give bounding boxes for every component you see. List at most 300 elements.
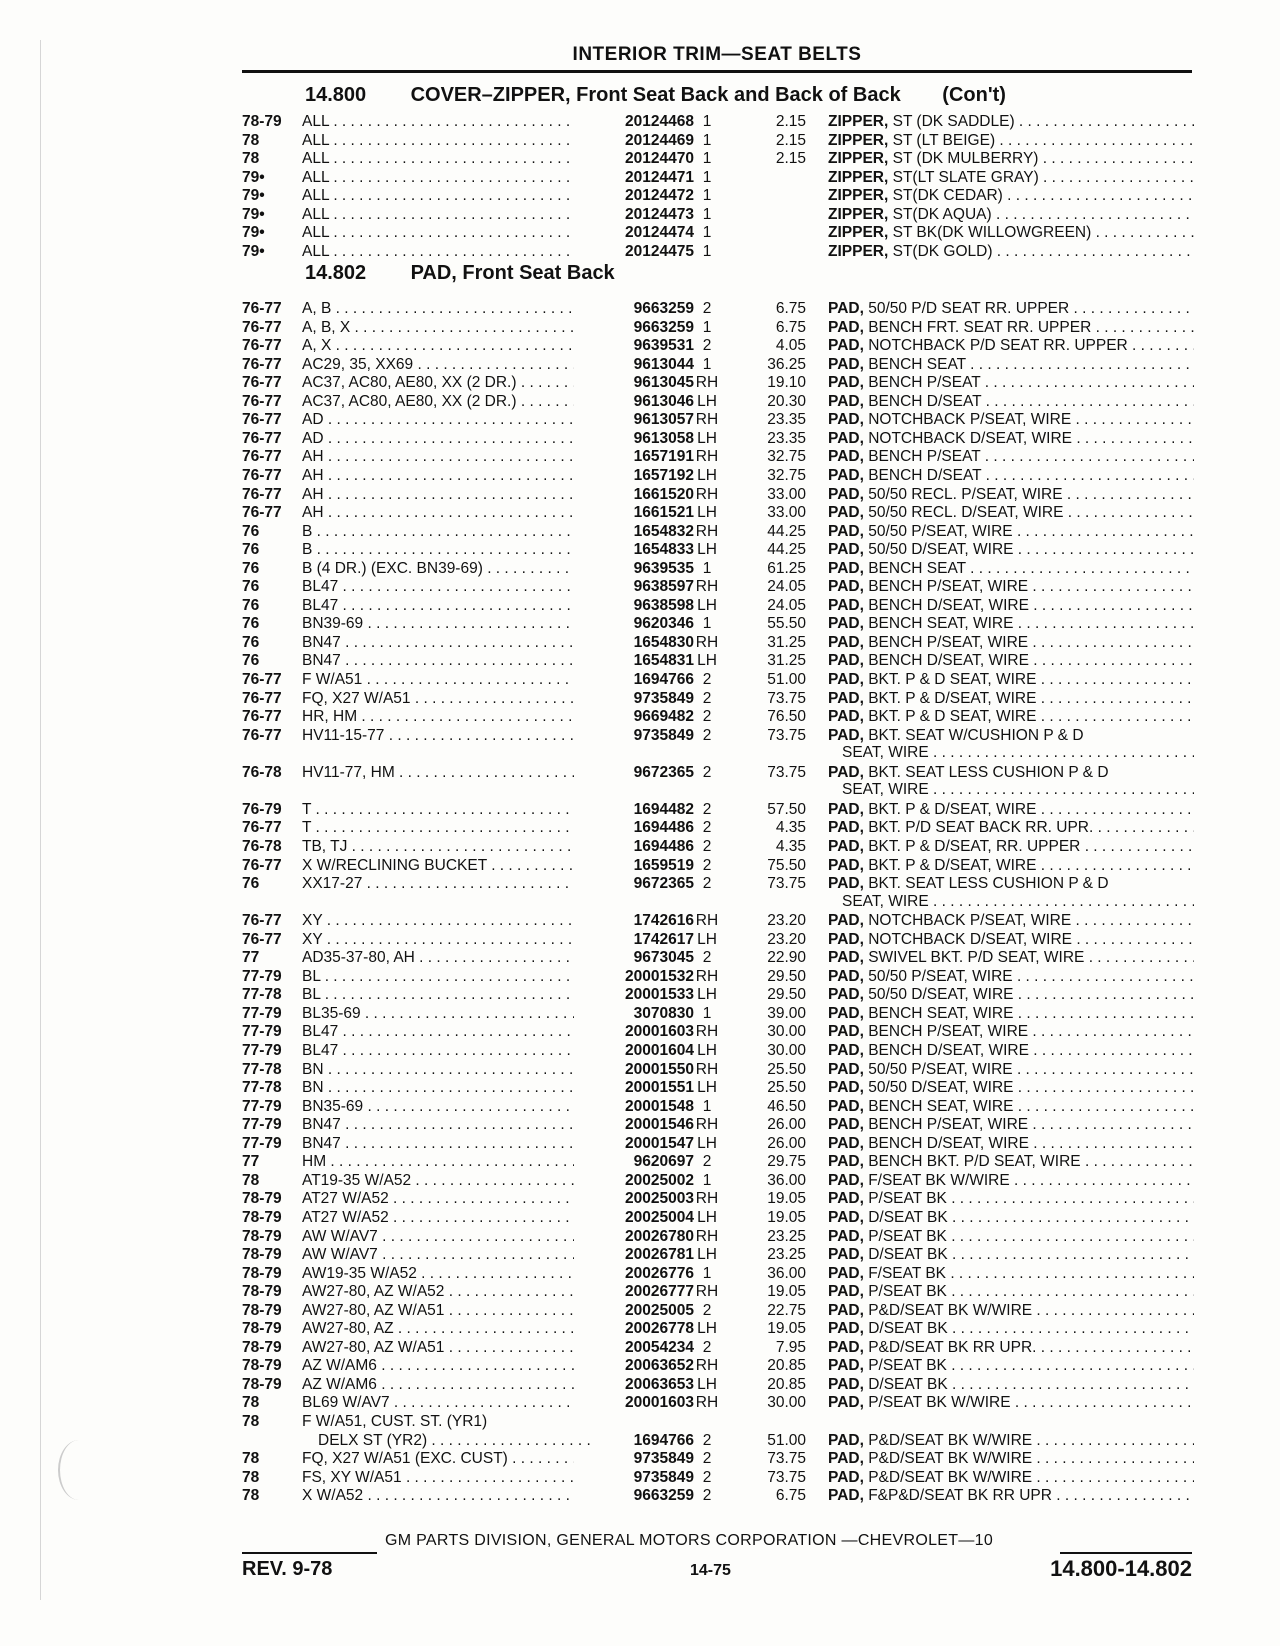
quantity: LH <box>697 1208 717 1226</box>
quantity: 1 <box>702 1004 712 1022</box>
model-year: 78-79 <box>242 1190 282 1208</box>
part-number: 9613057 <box>633 411 694 429</box>
quantity: 2 <box>702 856 712 874</box>
model-year: 77-78 <box>242 1060 282 1078</box>
table-row <box>0 838 1280 857</box>
quantity: LH <box>697 429 717 447</box>
quantity: LH <box>697 541 717 559</box>
price: 2.15 <box>775 131 806 149</box>
description <box>828 541 1194 560</box>
model-year: 76 <box>242 522 260 540</box>
quantity: 2 <box>702 337 712 355</box>
quantity: RH <box>695 1227 719 1245</box>
description <box>828 708 1194 727</box>
description <box>828 1209 1194 1228</box>
quantity: 1 <box>702 1171 712 1189</box>
description-keyword: PAD, <box>828 1227 864 1245</box>
application: AD . . . <box>302 411 574 430</box>
quantity: RH <box>695 411 719 429</box>
quantity: 1 <box>702 1097 712 1115</box>
description <box>828 486 1194 505</box>
quantity: 2 <box>702 1301 712 1319</box>
price: 4.35 <box>775 819 806 837</box>
quantity: LH <box>697 1246 717 1264</box>
description-keyword: PAD, <box>828 875 864 893</box>
price: 30.00 <box>767 1042 806 1059</box>
application: B . . . <box>302 541 574 560</box>
application: XX17-27 . . . <box>302 875 574 894</box>
table-row <box>0 1283 1280 1302</box>
description-keyword: PAD, <box>828 1320 864 1338</box>
table-row <box>0 727 1280 746</box>
description-text: P&D/SEAT BK W/WIRE <box>863 1468 1033 1486</box>
description-text: P&D/SEAT BK RR UPR. <box>863 1338 1037 1356</box>
quantity: 1 <box>702 318 712 336</box>
description-continuation: SEAT, WIRE . . . <box>842 781 1194 799</box>
quantity: 2 <box>702 949 712 967</box>
quantity: LH <box>697 930 717 948</box>
model-year: 76-77 <box>242 671 282 688</box>
part-number: 20025005 <box>625 1301 694 1319</box>
table-row <box>0 949 1280 968</box>
part-number: 20026778 <box>625 1320 694 1338</box>
part-number: 9638597 <box>633 578 694 596</box>
application: F W/A51 . . . <box>302 671 574 690</box>
application: X W/RECLINING BUCKET . . . <box>302 857 574 876</box>
price: 39.00 <box>767 1004 806 1022</box>
description <box>828 224 1194 243</box>
quantity: 2 <box>702 763 712 781</box>
application: BN . . . <box>302 1061 574 1080</box>
price: 23.20 <box>767 930 806 948</box>
part-number: 1661520 <box>633 485 694 503</box>
table-row <box>0 671 1280 690</box>
description-text: 50/50 P/D SEAT RR. UPPER <box>863 300 1070 317</box>
description-keyword: PAD, <box>828 856 864 874</box>
description-text: BENCH SEAT <box>863 559 966 577</box>
part-number: 9613045 <box>633 374 694 392</box>
description <box>828 1005 1194 1024</box>
application: BL69 W/AV7 . . . <box>302 1394 574 1413</box>
quantity: LH <box>697 504 717 522</box>
description <box>828 1265 1194 1284</box>
model-year: 76 <box>242 559 260 577</box>
description-keyword: ZIPPER, <box>828 224 889 241</box>
table-row <box>0 986 1280 1005</box>
model-year: 76-79 <box>242 800 282 818</box>
price: 20.30 <box>767 392 806 410</box>
price: 29.50 <box>767 986 806 1004</box>
table-row <box>0 337 1280 356</box>
model-year: 76 <box>242 596 260 614</box>
price: 7.95 <box>775 1338 806 1356</box>
model-year: 76-77 <box>242 819 282 837</box>
price: 29.50 <box>767 967 806 985</box>
description <box>828 504 1194 523</box>
application: BL47 . . . <box>302 1023 574 1042</box>
part-number: 1661521 <box>633 504 694 522</box>
model-year: 76-77 <box>242 856 282 874</box>
description-keyword: PAD, <box>828 949 864 967</box>
quantity: 1 <box>702 355 712 373</box>
description <box>828 857 1194 876</box>
price: 31.25 <box>767 633 806 651</box>
price: 24.05 <box>767 596 806 614</box>
part-number: 20124470 <box>625 150 694 167</box>
application: BL35-69 . . . <box>302 1005 574 1024</box>
description-keyword: PAD, <box>828 652 864 670</box>
description <box>828 1357 1194 1376</box>
part-number: 9672365 <box>633 763 694 781</box>
part-number: 1694766 <box>633 1431 694 1449</box>
table-row <box>0 1487 1280 1506</box>
description <box>828 764 1194 783</box>
part-number: 9638598 <box>633 596 694 614</box>
model-year: 78 <box>242 131 260 149</box>
table-row <box>0 1042 1280 1061</box>
quantity: 2 <box>702 726 712 744</box>
description <box>828 1135 1194 1154</box>
application: A, B, X . . . <box>302 319 574 338</box>
model-year: 76-77 <box>242 337 282 355</box>
description-keyword: PAD, <box>828 1079 864 1097</box>
table-row <box>0 1302 1280 1321</box>
part-number: 1742617 <box>633 930 694 948</box>
description-text: BENCH P/SEAT, WIRE <box>863 578 1029 596</box>
price: 2.15 <box>775 113 806 130</box>
table-row <box>0 113 1280 132</box>
application: A, B . . . <box>302 300 574 319</box>
description-keyword: PAD, <box>828 541 864 559</box>
description-text: D/SEAT BK <box>863 1246 948 1264</box>
quantity: 1 <box>702 559 712 577</box>
description <box>828 690 1194 709</box>
table-row <box>0 1116 1280 1135</box>
description-keyword: PAD, <box>828 559 864 577</box>
table-row <box>0 1432 1280 1451</box>
description-text: D/SEAT BK <box>863 1320 948 1338</box>
application: AW W/AV7 . . . <box>302 1246 574 1265</box>
description <box>828 523 1194 542</box>
part-number: 20001548 <box>625 1097 694 1115</box>
quantity: 2 <box>702 1153 712 1171</box>
part-number: 20124474 <box>625 224 694 241</box>
price: 19.10 <box>767 374 806 392</box>
price: 73.75 <box>767 763 806 781</box>
description <box>828 986 1194 1005</box>
part-number: 20124475 <box>625 242 694 260</box>
part-number: 9620346 <box>633 615 694 633</box>
part-number: 9620697 <box>633 1153 694 1171</box>
application: ALL . . . <box>302 132 574 151</box>
description-text: P/SEAT BK <box>863 1283 947 1301</box>
quantity: LH <box>697 986 717 1004</box>
model-year: 76-77 <box>242 930 282 948</box>
part-number: 9669482 <box>633 708 694 726</box>
description-keyword: PAD, <box>828 392 864 410</box>
table-row <box>0 857 1280 876</box>
part-number: 9663259 <box>633 318 694 336</box>
table-row <box>0 652 1280 671</box>
model-year: 77-79 <box>242 1134 282 1152</box>
description-text: BKT. P & D SEAT, WIRE <box>863 708 1037 726</box>
quantity: LH <box>697 1079 717 1097</box>
application: BL . . . <box>302 968 574 987</box>
description-keyword: PAD, <box>828 1060 864 1078</box>
model-year: 77-79 <box>242 1116 282 1134</box>
footer-rule-right <box>1060 1552 1192 1554</box>
table-row <box>0 634 1280 653</box>
table-row <box>0 708 1280 727</box>
description-text: BENCH P/SEAT <box>863 374 981 392</box>
quantity: 1 <box>702 242 712 260</box>
description <box>828 150 1194 169</box>
description <box>828 393 1194 412</box>
quantity: RH <box>695 1283 719 1301</box>
model-year: 76-77 <box>242 411 282 429</box>
quantity: 1 <box>702 615 712 633</box>
price: 57.50 <box>767 800 806 818</box>
description-keyword: PAD, <box>828 837 864 855</box>
description-keyword: ZIPPER, <box>828 131 889 149</box>
price: 19.05 <box>767 1190 806 1208</box>
quantity: RH <box>695 1357 719 1375</box>
part-number: 1654833 <box>633 541 694 559</box>
part-number: 9613058 <box>633 429 694 447</box>
application: B (4 DR.) (EXC. BN39-69) . . . <box>302 560 574 579</box>
table-row <box>0 819 1280 838</box>
application: BL . . . <box>302 986 574 1005</box>
quantity: RH <box>695 485 719 503</box>
table-row <box>0 615 1280 634</box>
description-keyword: PAD, <box>828 1023 864 1041</box>
application: X W/A52 . . . <box>302 1487 574 1506</box>
description-keyword: PAD, <box>828 1468 864 1486</box>
price: 23.20 <box>767 912 806 930</box>
application: AC37, AC80, AE80, XX (2 DR.) . . . <box>302 374 574 393</box>
description <box>828 337 1194 356</box>
price: 19.05 <box>767 1208 806 1226</box>
description <box>828 912 1194 931</box>
table-row <box>0 356 1280 375</box>
price: 33.00 <box>767 485 806 503</box>
model-year: 78 <box>242 1171 260 1189</box>
model-year: 78-79 <box>242 1246 282 1264</box>
price: 24.05 <box>767 578 806 596</box>
part-number: 20124468 <box>625 113 694 130</box>
description-keyword: PAD, <box>828 1134 864 1152</box>
description-keyword: PAD, <box>828 1375 864 1393</box>
table-row <box>0 187 1280 206</box>
quantity: 1 <box>702 150 712 167</box>
quantity: 2 <box>702 819 712 837</box>
table-row <box>0 169 1280 188</box>
price: 4.35 <box>775 837 806 855</box>
model-year: 76-77 <box>242 448 282 466</box>
price: 19.05 <box>767 1283 806 1301</box>
part-number: 20001550 <box>625 1060 694 1078</box>
description-text: ST(DK GOLD) <box>888 242 993 260</box>
part-number: 20124473 <box>625 205 694 223</box>
model-year: 78-79 <box>242 1301 282 1319</box>
part-number: 20026781 <box>625 1246 694 1264</box>
description-continuation: SEAT, WIRE . . . <box>842 744 1194 762</box>
description <box>828 1394 1194 1413</box>
description <box>828 1042 1194 1061</box>
description-keyword: ZIPPER, <box>828 168 889 186</box>
description-text: 50/50 D/SEAT, WIRE <box>863 1079 1014 1097</box>
page-number: 14-75 <box>690 1562 731 1579</box>
quantity: LH <box>697 652 717 670</box>
application: AD . . . <box>302 430 574 449</box>
section-number: 14.802 <box>305 262 367 284</box>
model-year: 76-77 <box>242 300 282 317</box>
model-year: 78-79 <box>242 1320 282 1338</box>
description-keyword: PAD, <box>828 726 864 744</box>
part-number: 9663259 <box>633 300 694 317</box>
model-year: 78 <box>242 1413 260 1430</box>
application: ALL . . . <box>302 169 574 188</box>
model-year: 79• <box>242 224 265 241</box>
part-number: 9735849 <box>633 726 694 744</box>
part-number: 1657191 <box>633 448 694 466</box>
table-row <box>0 968 1280 987</box>
table-row <box>0 1153 1280 1172</box>
table-row <box>0 1413 1280 1432</box>
quantity: LH <box>697 1134 717 1152</box>
application: XY . . . <box>302 931 574 950</box>
description <box>828 838 1194 857</box>
header-rule <box>242 70 1192 73</box>
description-text: BENCH P/SEAT, WIRE <box>863 1116 1029 1134</box>
part-number: 1657192 <box>633 466 694 484</box>
description-keyword: PAD, <box>828 1246 864 1264</box>
price: 30.00 <box>767 1023 806 1041</box>
part-number: 9735849 <box>633 689 694 707</box>
part-number: 1654830 <box>633 633 694 651</box>
description <box>828 467 1194 486</box>
description-text: NOTCHBACK D/SEAT, WIRE <box>863 429 1073 447</box>
table-row <box>0 1079 1280 1098</box>
description-keyword: PAD, <box>828 429 864 447</box>
application: F W/A51, CUST. ST. (YR1) <box>302 1413 488 1430</box>
description-keyword: ZIPPER, <box>828 187 889 204</box>
description-keyword: PAD, <box>828 1487 864 1505</box>
part-number: 20001603 <box>625 1023 694 1041</box>
table-row <box>0 597 1280 616</box>
part-number: 1659519 <box>633 856 694 874</box>
quantity: 1 <box>702 187 712 204</box>
description-text: BENCH FRT. SEAT RR. UPPER <box>863 318 1092 336</box>
description <box>828 356 1194 375</box>
price: 51.00 <box>767 671 806 688</box>
table-row <box>0 132 1280 151</box>
description-keyword: PAD, <box>828 1357 864 1375</box>
quantity: 2 <box>702 689 712 707</box>
part-number: 1742616 <box>633 912 694 930</box>
price: 29.75 <box>767 1153 806 1171</box>
table-row <box>0 1246 1280 1265</box>
model-year: 78-79 <box>242 1283 282 1301</box>
table-row <box>0 206 1280 225</box>
model-year: 76-77 <box>242 689 282 707</box>
table-row <box>0 801 1280 820</box>
price: 26.00 <box>767 1134 806 1152</box>
price: 23.35 <box>767 411 806 429</box>
table-row <box>0 224 1280 243</box>
description-text: F&P&D/SEAT BK RR UPR <box>863 1487 1052 1505</box>
description <box>828 1339 1194 1358</box>
model-year: 77-78 <box>242 1079 282 1097</box>
description-keyword: PAD, <box>828 689 864 707</box>
description <box>828 206 1194 225</box>
application: AW27-80, AZ W/A51 . . . <box>302 1302 574 1321</box>
description <box>828 1376 1194 1395</box>
model-year: 79• <box>242 187 265 204</box>
description-text: 50/50 P/SEAT, WIRE <box>863 1060 1013 1078</box>
model-year: 78 <box>242 150 260 167</box>
price: 73.75 <box>767 726 806 744</box>
price: 20.85 <box>767 1357 806 1375</box>
price: 6.75 <box>775 1487 806 1505</box>
price: 4.05 <box>775 337 806 355</box>
description-continuation-row <box>0 893 1280 911</box>
part-number: 20001604 <box>625 1042 694 1059</box>
part-number: 20025002 <box>625 1171 694 1189</box>
description-keyword: PAD, <box>828 819 864 837</box>
description-text: BENCH P/SEAT, WIRE <box>863 1023 1029 1041</box>
description-text: ST (LT BEIGE) <box>888 131 996 149</box>
description-text: 50/50 RECL. P/SEAT, WIRE <box>863 485 1063 503</box>
quantity: LH <box>697 466 717 484</box>
quantity: 2 <box>702 708 712 726</box>
model-year: 78 <box>242 1487 260 1505</box>
model-year: 78-79 <box>242 113 282 130</box>
part-number: 20001533 <box>625 986 694 1004</box>
model-year: 76-77 <box>242 912 282 930</box>
quantity: RH <box>695 578 719 596</box>
application: BN . . . <box>302 1079 574 1098</box>
description <box>828 1116 1194 1135</box>
quantity: 1 <box>702 205 712 223</box>
application: A, X . . . <box>302 337 574 356</box>
application: T . . . <box>302 819 574 838</box>
description-keyword: PAD, <box>828 337 864 355</box>
quantity: 2 <box>702 1450 712 1468</box>
quantity: LH <box>697 1320 717 1338</box>
table-row <box>0 578 1280 597</box>
description <box>828 319 1194 338</box>
quantity: LH <box>697 1375 717 1393</box>
model-year: 76-77 <box>242 466 282 484</box>
quantity: 1 <box>702 224 712 241</box>
part-number: 20124472 <box>625 187 694 204</box>
description-keyword: PAD, <box>828 1208 864 1226</box>
part-number: 20026780 <box>625 1227 694 1245</box>
description <box>828 113 1194 132</box>
price: 73.75 <box>767 1468 806 1486</box>
description-keyword: PAD, <box>828 763 864 781</box>
description-keyword: PAD, <box>828 318 864 336</box>
table-row <box>0 764 1280 783</box>
application: BN47 . . . <box>302 1116 574 1135</box>
part-number: 20025004 <box>625 1208 694 1226</box>
description-keyword: PAD, <box>828 708 864 726</box>
table-row <box>0 243 1280 262</box>
price: 76.50 <box>767 708 806 726</box>
description-text: P&D/SEAT BK W/WIRE <box>863 1301 1033 1319</box>
description-keyword: PAD, <box>828 1283 864 1301</box>
